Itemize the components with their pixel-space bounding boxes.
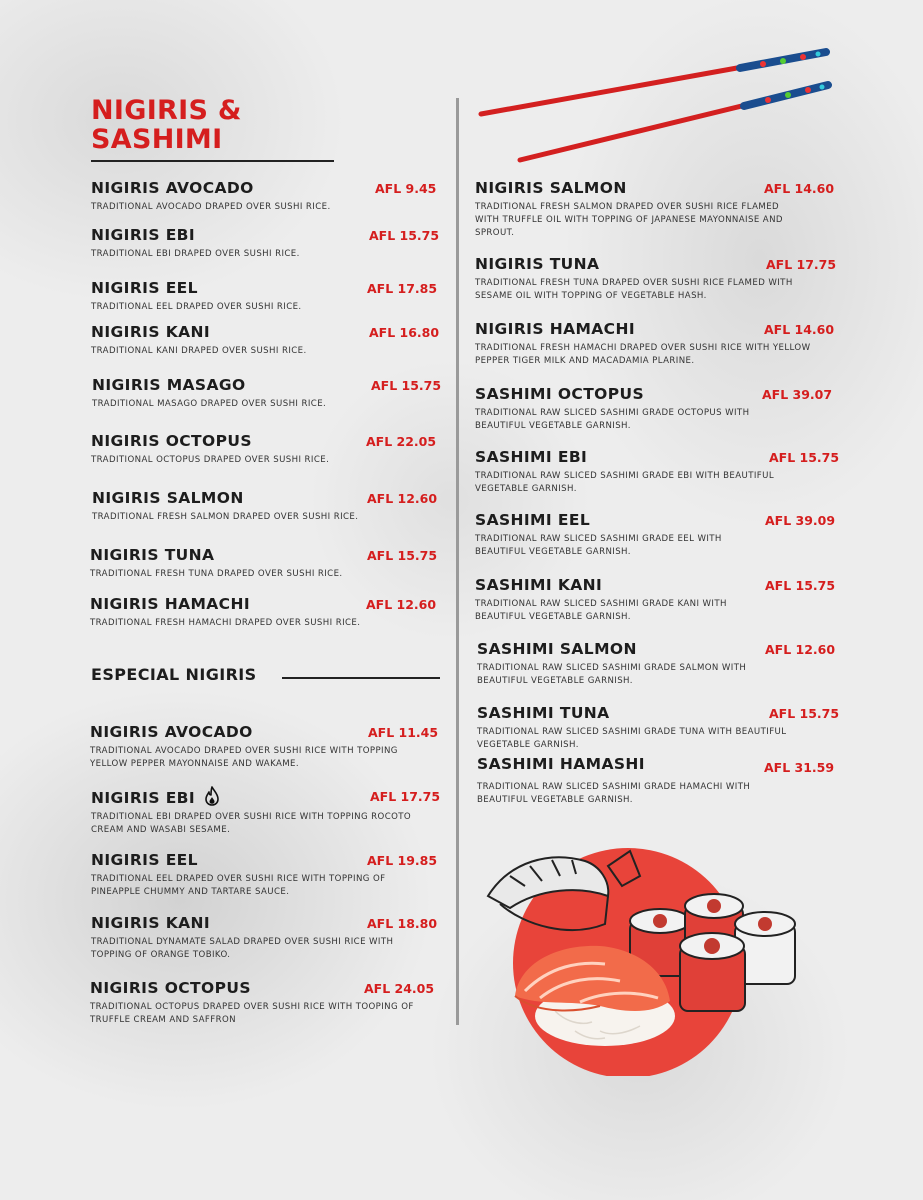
menu-item: [92, 488, 437, 524]
item-price: AFL 17.75: [766, 257, 837, 272]
menu-item: [475, 575, 836, 624]
item-name: NIGIRIS TUNA: [90, 546, 215, 564]
item-price: AFL 11.45: [368, 725, 439, 740]
menu-item: [91, 225, 440, 261]
item-price: AFL 39.09: [765, 513, 836, 528]
title-underline: [91, 160, 334, 162]
section-underline: [282, 677, 440, 679]
item-description: TRADITIONAL EBI DRAPED OVER SUSHI RICE.: [91, 249, 300, 259]
item-name: SASHIMI EBI: [475, 448, 588, 466]
fire-icon: [204, 786, 220, 806]
item-description: TRADITIONAL FRESH SALMON DRAPED OVER SUSHI RICE.: [92, 512, 359, 522]
menu-item: [90, 978, 435, 1027]
item-name: NIGIRIS SALMON: [475, 179, 627, 197]
item-price: AFL 22.05: [366, 434, 437, 449]
item-price: AFL 14.60: [764, 181, 835, 196]
item-price: AFL 14.60: [764, 322, 835, 337]
menu-item: [475, 384, 833, 433]
menu-item: [475, 319, 835, 368]
item-name: SASHIMI SALMON: [477, 640, 637, 658]
item-description: TRADITIONAL MASAGO DRAPED OVER SUSHI RICE.: [92, 399, 327, 409]
menu-item: [91, 278, 436, 314]
item-name: SASHIMI KANI: [475, 576, 603, 594]
item-price: AFL 17.85: [367, 281, 438, 296]
item-price: AFL 31.59: [764, 760, 835, 775]
item-description: TRADITIONAL RAW SLICED SASHIMI GRADE OCTOPUS WITH BEAUTIFUL VEGETABLE GARNISH.: [475, 408, 750, 431]
item-name: NIGIRIS SALMON: [92, 489, 244, 507]
menu-item: [92, 375, 442, 411]
item-name: NIGIRIS EBI: [91, 226, 196, 244]
item-description: TRADITIONAL RAW SLICED SASHIMI GRADE TUNA WITH BEAUTIFUL VEGETABLE GARNISH.: [477, 727, 787, 750]
item-price: AFL 15.75: [769, 450, 840, 465]
menu-item: [91, 178, 436, 214]
item-price: AFL 15.75: [367, 548, 438, 563]
item-description: TRADITIONAL RAW SLICED SASHIMI GRADE EBI WITH BEAUTIFUL VEGETABLE GARNISH.: [475, 471, 775, 494]
item-name: NIGIRIS KANI: [91, 914, 211, 932]
menu-item: [477, 754, 835, 807]
menu-item: [91, 913, 436, 962]
item-description: TRADITIONAL EEL DRAPED OVER SUSHI RICE.: [91, 302, 302, 312]
menu-item: [90, 594, 435, 630]
item-price: AFL 39.07: [762, 387, 833, 402]
item-description: TRADITIONAL FRESH HAMACHI DRAPED OVER SUSHI RICE WITH YELLOW PEPPER TIGER MILK AND MACADAMIA PLARINE.: [475, 343, 811, 366]
item-description: TRADITIONAL KANI DRAPED OVER SUSHI RICE.: [91, 346, 307, 356]
item-price: AFL 12.60: [366, 597, 437, 612]
page-title: [91, 96, 242, 154]
item-name: SASHIMI EEL: [475, 511, 591, 529]
menu-item: [475, 510, 836, 559]
item-name: SASHIMI TUNA: [477, 704, 610, 722]
item-name: SASHIMI HAMASHI: [477, 755, 645, 773]
item-price: AFL 18.80: [367, 916, 438, 931]
page-title-line-2: SASHIMI: [91, 124, 223, 155]
page-title-line-1: NIGIRIS &: [91, 95, 242, 126]
item-description: TRADITIONAL RAW SLICED SASHIMI GRADE KANI WITH BEAUTIFUL VEGETABLE GARNISH.: [475, 599, 727, 622]
section-title-especial: ESPECIAL NIGIRIS: [91, 665, 257, 684]
menu-item: [475, 447, 840, 496]
item-description: TRADITIONAL AVOCADO DRAPED OVER SUSHI RICE WITH TOPPING YELLOW PEPPER MAYONNAISE AND WAKAME.: [90, 746, 398, 769]
item-name: NIGIRIS OCTOPUS: [91, 432, 252, 450]
menu-item: [90, 722, 439, 771]
sushi-illustration-icon: [480, 826, 820, 1076]
item-price: AFL 12.60: [367, 491, 438, 506]
item-description: TRADITIONAL RAW SLICED SASHIMI GRADE EEL WITH BEAUTIFUL VEGETABLE GARNISH.: [475, 534, 722, 557]
menu-item: [90, 545, 438, 581]
item-price: AFL 15.75: [369, 228, 440, 243]
item-name: NIGIRIS AVOCADO: [91, 179, 254, 197]
item-name: NIGIRIS HAMACHI: [90, 595, 250, 613]
column-divider: [456, 98, 459, 1025]
item-price: AFL 16.80: [369, 325, 440, 340]
item-price: AFL 17.75: [370, 789, 441, 804]
item-price: AFL 9.45: [375, 181, 437, 196]
item-description: TRADITIONAL OCTOPUS DRAPED OVER SUSHI RICE.: [91, 455, 330, 465]
item-price: AFL 24.05: [364, 981, 435, 996]
menu-item: [91, 431, 436, 467]
item-description: TRADITIONAL EBI DRAPED OVER SUSHI RICE WITH TOPPING ROCOTO CREAM AND WASABI SESAME.: [91, 812, 412, 835]
item-name: NIGIRIS EEL: [91, 851, 198, 869]
item-description: TRADITIONAL AVOCADO DRAPED OVER SUSHI RICE.: [91, 202, 331, 212]
item-description: TRADITIONAL EEL DRAPED OVER SUSHI RICE WITH TOPPING OF PINEAPPLE CHUMMY AND TARTARE SAUCE.: [91, 874, 386, 897]
item-description: TRADITIONAL FRESH SALMON DRAPED OVER SUSHI RICE FLAMED WITH TRUFFLE OIL WITH TOPPING OF JAPANESE MAYONNAISE AND SPROUT.: [475, 202, 783, 238]
menu-item: [477, 639, 836, 688]
item-name: NIGIRIS KANI: [91, 323, 211, 341]
item-description: TRADITIONAL OCTOPUS DRAPED OVER SUSHI RICE WITH TOOPING OF TRUFFLE CREAM AND SAFFRON: [90, 1002, 414, 1025]
item-name: SASHIMI OCTOPUS: [475, 385, 645, 403]
menu-item: [91, 786, 441, 837]
item-price: AFL 15.75: [765, 578, 836, 593]
item-description: TRADITIONAL FRESH HAMACHI DRAPED OVER SUSHI RICE.: [90, 618, 361, 628]
item-name: NIGIRIS HAMACHI: [475, 320, 635, 338]
item-description: TRADITIONAL FRESH TUNA DRAPED OVER SUSHI RICE FLAMED WITH SESAME OIL WITH TOPPING OF VEGETABLE HASH.: [475, 278, 793, 301]
item-price: AFL 19.85: [367, 853, 438, 868]
item-description: TRADITIONAL DYNAMATE SALAD DRAPED OVER SUSHI RICE WITH TOPPING OF ORANGE TOBIKO.: [91, 937, 394, 960]
menu-item: [91, 850, 436, 899]
menu-item: [91, 322, 440, 358]
item-price: AFL 15.75: [769, 706, 840, 721]
item-description: TRADITIONAL FRESH TUNA DRAPED OVER SUSHI RICE.: [90, 569, 343, 579]
item-price: AFL 15.75: [371, 378, 442, 393]
menu-item: [475, 178, 835, 240]
item-name: NIGIRIS TUNA: [475, 255, 600, 273]
item-description: TRADITIONAL RAW SLICED SASHIMI GRADE SALMON WITH BEAUTIFUL VEGETABLE GARNISH.: [477, 663, 747, 686]
item-name: NIGIRIS EEL: [91, 279, 198, 297]
item-name: NIGIRIS EBI: [91, 789, 196, 807]
item-name: NIGIRIS AVOCADO: [90, 723, 253, 741]
chopsticks-icon: [478, 44, 838, 169]
menu-item: [477, 703, 840, 752]
item-description: TRADITIONAL RAW SLICED SASHIMI GRADE HAMACHI WITH BEAUTIFUL VEGETABLE GARNISH.: [477, 782, 751, 805]
item-name: NIGIRIS OCTOPUS: [90, 979, 251, 997]
item-name: NIGIRIS MASAGO: [92, 376, 246, 394]
menu-item: [475, 254, 837, 303]
item-price: AFL 12.60: [765, 642, 836, 657]
